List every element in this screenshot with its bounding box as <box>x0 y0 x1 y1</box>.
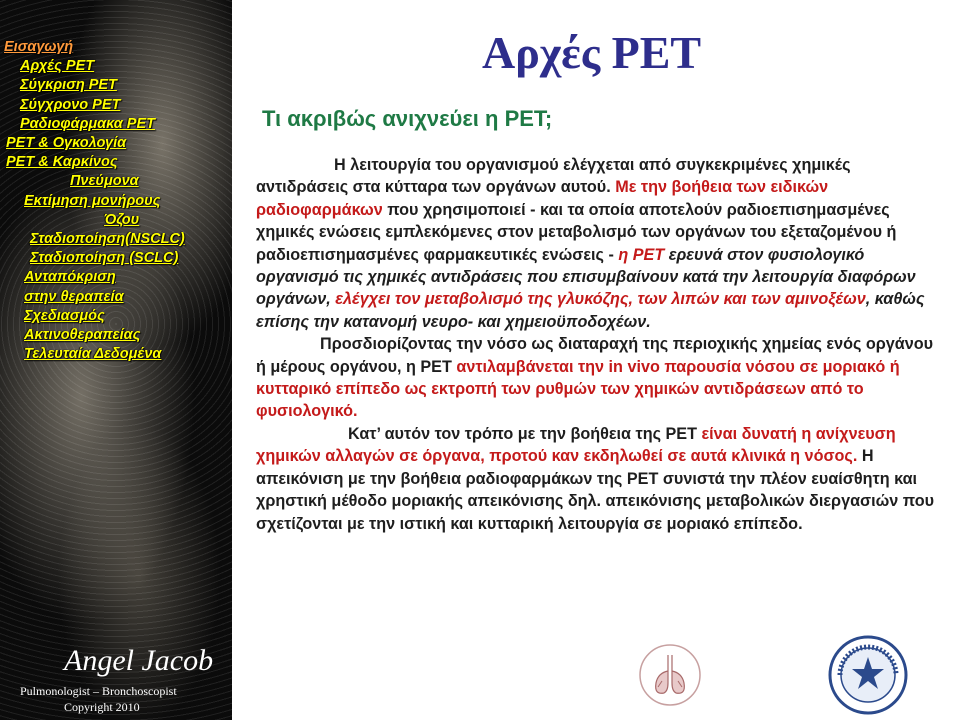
sidebar-item-6[interactable]: PET & Καρκίνος <box>6 154 118 171</box>
body-text-span: αντιλαμβάνεται την in vivo παρουσία νόσου σε μοριακό ή κυτταρικό επίπεδο ως εκτροπή των ρυθμών των χημικών αντιδράσεων από το φυσιολογικό. <box>256 357 900 421</box>
sidebar-nav <box>0 38 232 364</box>
sidebar-item-13[interactable]: στην θεραπεία <box>24 288 124 305</box>
sidebar-item-4[interactable]: Ραδιοφάρμακα PET <box>20 115 155 132</box>
society-seal-icon <box>828 635 908 715</box>
body-text-span: που χρησιμοποιεί - και τα οποία αποτελούν ραδιοεπισημασμένες χημικές ενώσεις εμπλεκόμενες στον μεταβολισμό των οργάνων του εξεταζομένου ή ραδιοεπισημασμένες φαρμακευτικές ενώσεις - <box>256 200 897 264</box>
body-text-span: Με την βοήθεια των ειδικών ραδιοφαρμάκων <box>256 178 829 219</box>
body-text-span: είναι δυνατή η ανίχνευση χημικών αλλαγών σε όργανα, προτού καν εκδηλωθεί σε αυτά κλινικά η νόσος. <box>256 424 896 466</box>
sidebar-item-9[interactable]: Όζου <box>104 211 140 228</box>
sidebar-item-1[interactable]: Αρχές PET <box>20 58 95 75</box>
body-text-span: Η λειτουργία του οργανισμού ελέγχεται από συγκεκριμένες χημικές αντιδράσεις στα κύτταρα των οργάνων αυτού. <box>256 156 851 197</box>
footer-role: Pulmonologist – Bronchoscopist <box>20 684 177 698</box>
sidebar <box>0 0 232 720</box>
sidebar-item-0[interactable]: Εισαγωγή <box>4 39 74 55</box>
body-text-span: Προσδιορίζοντας την νόσο ως διαταραχή της περιοχικής χημείας ενός οργάνου ή μέρους οργάνου, η PET <box>256 335 934 376</box>
sidebar-item-10[interactable]: Σταδιοποίηση(NSCLC) <box>30 231 185 248</box>
page-subtitle: Τι ακριβώς ανιχνεύει η PET; <box>262 106 553 131</box>
body-text-span: Η απεικόνιση με την βοήθεια ραδιοφαρμάκων της PET συνιστά την πλέον ευαίσθητη και χρηστική μέθοδο μοριακής απεικόνισης δηλ. απεικόνισης μεταβολικών διεργασιών που σχετίζονται με την ιστική και κυτταρική λειτουργία σε μοριακό επίπεδο. <box>256 447 935 533</box>
sidebar-item-8[interactable]: Εκτίμηση μονήρους <box>24 192 161 209</box>
body-text-span: Κατ’ αυτόν τον τρόπο με την βοήθεια της PET <box>348 424 702 443</box>
body-text-span: ελέγχει τον μεταβολισμό της γλυκόζης, των λιπών και των αμινοξέων <box>335 290 866 309</box>
sidebar-item-11[interactable]: Σταδιοποίηση (SCLC) <box>30 250 179 267</box>
sidebar-item-2[interactable]: Σύγκριση PET <box>20 77 117 94</box>
sidebar-item-15[interactable]: Ακτινοθεραπείας <box>24 327 141 344</box>
author-signature: Angel Jacob <box>64 644 214 677</box>
footer-copyright: Copyright 2010 <box>64 700 140 714</box>
body-text-span: , καθώς επίσης την κατανομή νευρο- και χημειοϋποδοχέων. <box>256 290 925 331</box>
sidebar-item-14[interactable]: Σχεδιασμός <box>24 307 105 324</box>
body-paragraph <box>256 154 936 333</box>
page-title: Αρχές PET <box>482 27 702 78</box>
slide-body <box>256 154 936 535</box>
body-paragraph <box>256 423 936 535</box>
body-text-span: ερευνά στον φυσιολογικό οργανισμό τις χημικές αντιδράσεις που επισυμβαίνουν κατά την λειτουργία διαφόρων οργάνων, <box>256 245 916 309</box>
body-text-span: η PET <box>618 245 665 264</box>
sidebar-item-5[interactable]: PET & Ογκολογία <box>6 135 127 152</box>
sidebar-item-3[interactable]: Σύγχρονο PET <box>20 96 121 113</box>
lung-logo-icon <box>638 643 702 707</box>
sidebar-item-12[interactable]: Ανταπόκριση <box>24 269 116 286</box>
sidebar-item-7[interactable]: Πνεύμονα <box>70 173 139 190</box>
body-paragraph <box>256 333 936 423</box>
sidebar-item-16[interactable]: Τελευταία Δεδομένα <box>24 346 162 363</box>
